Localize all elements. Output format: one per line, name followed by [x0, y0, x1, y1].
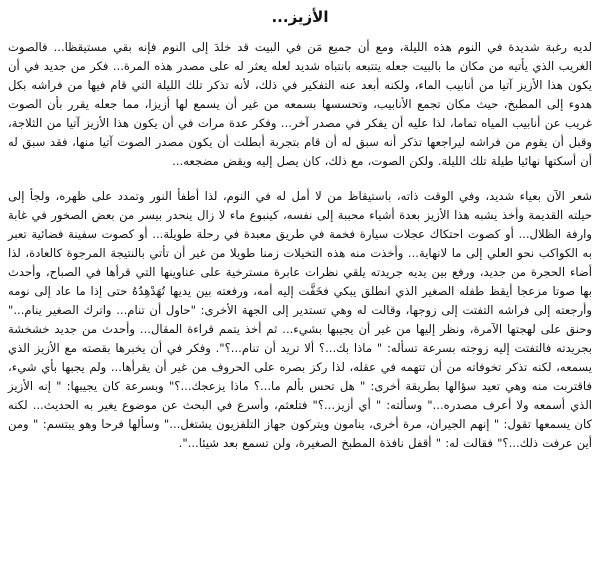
paragraph-2: شعر الآن بعياء شديد، وفي الوقت ذاته، باستيقاظ من لا أمل له في النوم، لذا أطفأ النور وتمدد على ظهره، ولجأ إلى حيلته القديمة وأخذ يشبه هذا الأزيز بعدة أشياء محببة إلى نفسه، كينبوع ماء لا زال ينحدر بيسر من بعض الصخور في غابة وارفة الظلال... أو كصوت احتكاك عجلات سيارة فخمة في طريق معبدة في رحلة طويلة... أو كصوت سفينة فضائية تعبر به الكواكب نحو العلي إلى ما لانهاية... وأخذت منه هذه التخيلات زمنا طويلا من غير أن تأتي بالنتيجة المرجوة كالعادة، لذا أضاء الحجرة من جديد، ورفع بين يديه جريدته يلقي نظرات عابرة مسترخية على عناوينها التي قرأها في الصباح، وأحدث بها صوتا مزعجا أيقظ طفله الصغير الذي انطلق يبكي فخَفَّت إليه أمه، ورفعته بين يديها تُهَدْهِدُهُ حتى إذا ما عاد إلى نومه وأرجعته إلى فراشه التفتت إلى زوجها، وقالت له وهي تستدير إلى الجهة الأخرى: "حاول أن تنام... واترك الصغير ينام..." وحنق على لهجتها الآمرة، ونظر إليها من غير أن يجيبها بشيء... ثم أخذ يتمم قراءة المقال... وأحدث من جديد خشخشة بجريدته فالتفتت إليه زوجته بسرعة تسأله: " ماذا بك...؟ ألا تريد أن تنام...؟". وفكر في أن يخبرها بقصته مع الأزيز الذي يسمعه، لكنه تذكر تخوفاته من أن تتهمه في عقله، لذا ركز بصره على الحروف من غير أن يقرأها... ولم يجبها بأي شيء، فاقتربت منه وهي تعيد سؤالها بطريقة أخرى: " هل تحس بألم ما...؟ ماذا يزعجك...؟" وبسرعة كان يجيبها: " إنه الأزيز الذي أسمعه ولا أعرف مصدره..." وسألته: " أي أزيز...؟" فتلعثم، وأسرع في البحث عن موضوع يغير به الحديث... لكنه كان يسمعها تقول: " إنهم الجيران، مرة أخرى، ينامون ويتركون جهاز التلفزيون يشتغل..." وسألها فرحا وهو يبتسم: " ومن أين عرفت ذلك...؟" فقالت له: " أقفل نافذة المطبخ الصغيرة، ولن تسمع بعد شيئا...". [8, 189, 592, 450]
paragraph-1: لديه رغبة شديدة في النوم هذه الليلة، ومع أن جميع مَن في البيت قد خلدَ إلى النوم فإنه بقي مستيقظا... فالصوت الغريب الذي يأتيه من مكان ما بالبيت جعله يتتبعه بانتباه شديد لعله يعثر له على مصدر هذه المرة... فكر من جديد في أن يكون هذا الأزيز آتيا من أنابيب الماء، ولكنه أبعد عنه التفكير في ذلك، لأنه تذكر تلك الليلة التي قام فيها من فراشه بكل هدوء إلى المطبخ، حيث مكان تجمع الأنابيب، وتحسسها بسمعه من غير أن يسمع لها أزيزا، مما جعله يقرر بأن الصوت غريب عن أنابيب المياه تماما، لذا عليه أن يفكر في مصدر آخر... وفكر عدة مرات في أن يكون هذا الأزيز آتيا من الثلاجة، وقبل أن يقوم من فراشه ليراجعها تذكر أنه سبق له أن قام بتجربة أبطلت أن يكون مصدر الصوت آتيا منها، فقد سبق له أن أسكتها نهائيا طيلة تلك الليلة. ولكن الصوت، مع ذلك، كان يصل إليه ويقض مضجعه... [8, 40, 592, 168]
story-title: الأزيز... [271, 8, 329, 26]
